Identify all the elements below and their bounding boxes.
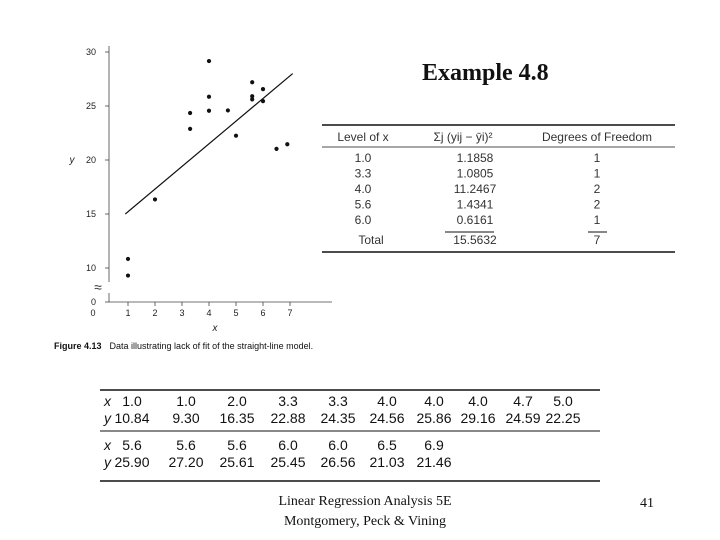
data-point [261,87,265,91]
data-cell-y: 25.86 [416,410,452,426]
data-cell-y: 21.03 [369,454,405,470]
data-cell-x: 3.3 [328,393,348,409]
table-total-cell: 15.5632 [453,233,497,247]
footer [255,492,475,532]
data-cell-y: 24.59 [505,410,541,426]
data-cell-y: 21.46 [416,454,452,470]
chart-axes [94,46,332,302]
figure-caption-text: Data illustrating lack of fit of the straight-line model. [109,341,314,351]
axis-break-symbol: ≈ [94,279,102,295]
data-cell-x: 4.0 [468,393,488,409]
data-cell-y: 27.20 [168,454,204,470]
data-point [250,97,254,101]
data-cell-y: 24.35 [320,410,356,426]
data-point [226,108,230,112]
figure-caption [54,341,313,351]
x-tick-label: 7 [287,308,293,318]
table-cell: 1.1858 [456,151,494,165]
data-cell-x: 5.6 [122,437,142,453]
y-tick-label: 15 [85,209,96,219]
data-cell-x: 1.0 [122,393,142,409]
chart-ticks [69,47,293,334]
x-tick-label: 1 [125,308,131,318]
data-cell-y: 29.16 [460,410,496,426]
data-point [188,127,192,131]
footer-book-title: Linear Regression Analysis 5E [278,494,452,509]
data-cell-y: 9.30 [172,410,200,426]
data-cell-x: 2.0 [227,393,247,409]
data-row-label: y [104,454,111,470]
data-point [250,80,254,84]
data-points [126,59,290,278]
data-cell-x: 3.3 [278,393,298,409]
data-point [207,109,211,113]
table-cell: 1 [593,213,601,227]
footer-authors: Montgomery, Peck & Vining [283,514,447,529]
data-cell-y: 25.45 [270,454,306,470]
table-header-cell: Σj (yij − ȳi)² [433,130,493,144]
data-point [285,142,289,146]
table-cell: 1 [593,151,601,165]
data-cell-y: 24.56 [369,410,405,426]
data-point [126,273,130,277]
table-cell: 1.0 [354,151,372,165]
data-cell-x: 1.0 [176,393,196,409]
data-cell-x: 5.0 [553,393,573,409]
table-header-cell: Level of x [337,130,389,144]
page-number: 41 [640,496,654,511]
table-cell: 2 [593,197,601,212]
data-cell-y: 22.88 [270,410,306,426]
table-cell: 4.0 [354,182,372,196]
table-cell: 2 [593,182,601,196]
table-header-cell: Degrees of Freedom [541,130,653,144]
data-row-label: y [104,410,111,426]
data-row-label: x [104,393,111,409]
data-cell-x: 6.0 [328,437,348,453]
data-cell-y: 25.90 [114,454,150,470]
data-point [261,99,265,103]
scatter-plot [60,40,340,340]
data-cell-x: 4.7 [513,393,533,409]
data-point [153,197,157,201]
data-point [207,95,211,99]
table-cell: 11.2467 [453,182,497,196]
data-point [234,134,238,138]
data-cell-y: 25.61 [219,454,255,470]
table-cell: 1.4341 [456,197,494,212]
data-cell-x: 5.6 [176,437,196,453]
figure-caption-label: Figure 4.13 [54,341,102,351]
table-cell: 1.0805 [456,166,494,181]
x-tick-label: 3 [179,308,185,318]
table-cell: 0.6161 [456,213,494,227]
data-cell-x: 6.9 [424,437,444,453]
x-tick-label: 2 [152,308,158,318]
data-cell-y: 10.84 [114,410,150,426]
slide-title: Example 4.8 [422,60,549,86]
x-tick-label: 4 [206,308,212,318]
table-cell: 1 [593,166,601,181]
data-cell-x: 4.0 [424,393,444,409]
x-tick-label: 0 [90,308,96,318]
x-tick-label: 6 [260,308,266,318]
data-cell-x: 5.6 [227,437,247,453]
y-tick-label: 25 [85,101,96,111]
data-point [188,111,192,115]
data-point [274,147,278,151]
table-cell: 6.0 [354,213,372,227]
y-tick-label: 0 [90,297,96,307]
data-cell-y: 22.25 [545,410,581,426]
table-cell: 5.6 [354,197,372,212]
y-tick-label: 30 [85,47,96,57]
lack-of-fit-table [320,120,680,260]
data-row-label: x [104,437,111,453]
x-axis-label: x [212,323,218,334]
data-point [126,257,130,261]
data-cell-y: 26.56 [320,454,356,470]
data-table [90,385,610,485]
data-cell-x: 6.0 [278,437,298,453]
data-point [207,59,211,63]
x-tick-label: 5 [233,308,239,318]
data-cell-x: 4.0 [377,393,397,409]
table-total-cell: Total [358,233,384,247]
data-cell-y: 16.35 [219,410,255,426]
y-tick-label: 20 [85,155,96,165]
table-total-cell: 7 [593,233,601,247]
y-axis-label: y [69,155,75,166]
y-tick-label: 10 [85,263,96,273]
data-cell-x: 6.5 [377,437,397,453]
table-cell: 3.3 [354,166,372,181]
